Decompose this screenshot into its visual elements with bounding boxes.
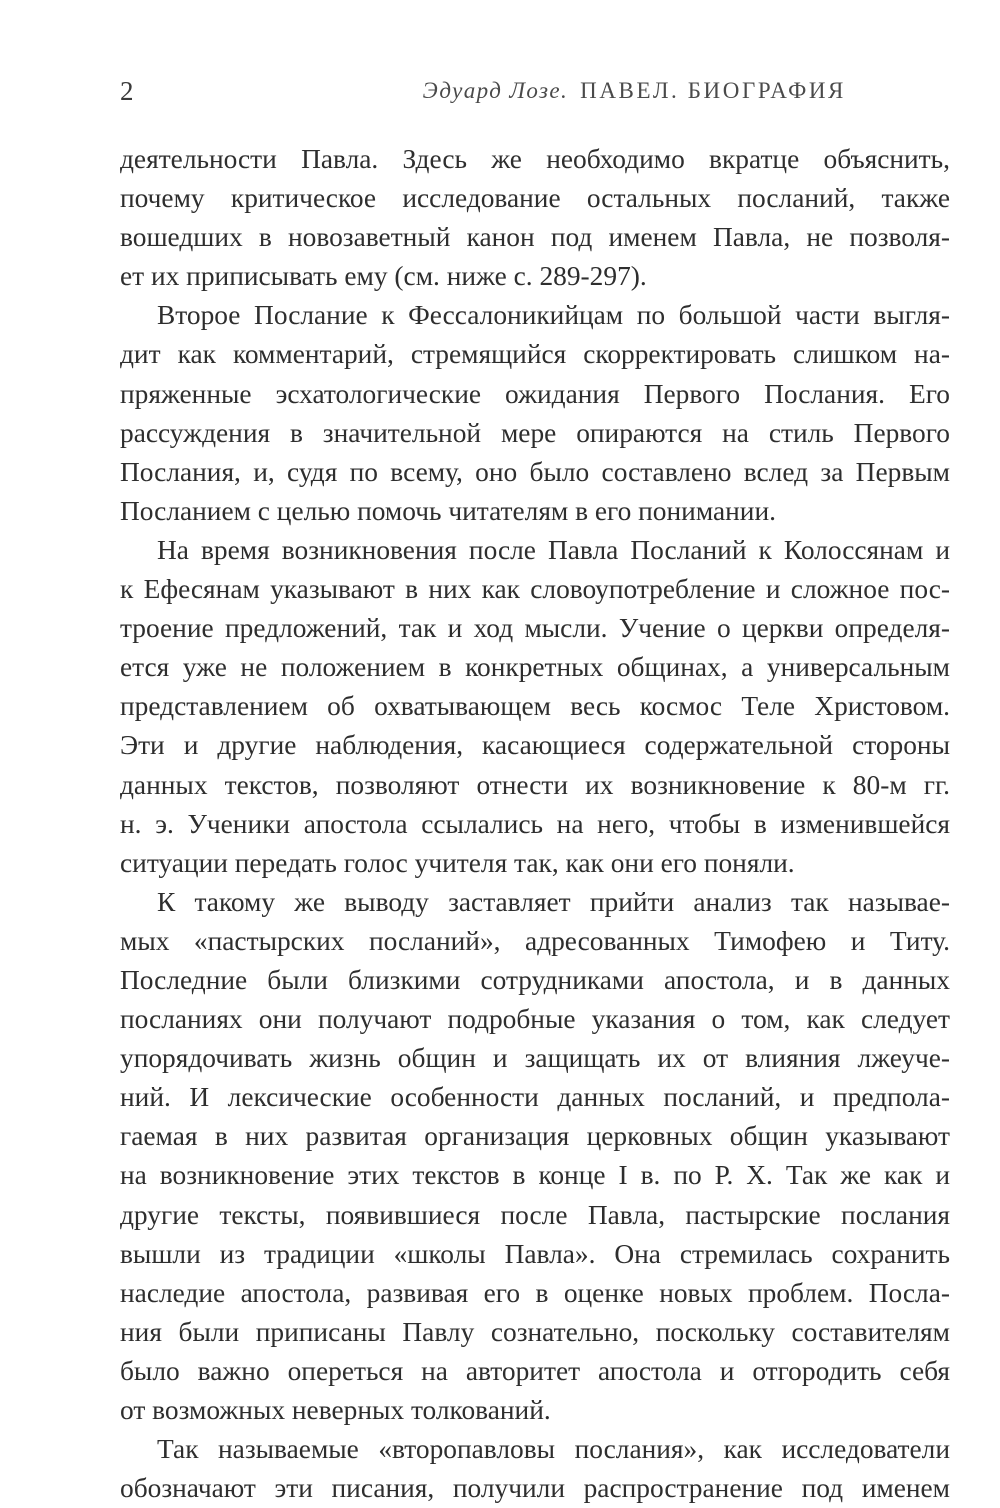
text-line: дит как комментарий, стремящийся скорректировать слишком на- (120, 339, 950, 370)
running-title (423, 74, 846, 108)
text-line: почему критическое исследование остальных посланий, также (120, 183, 950, 214)
paragraph (120, 883, 950, 1430)
text-line: Так называемые «второпавловы послания», как исследователи (157, 1434, 950, 1465)
body-text (120, 140, 950, 1508)
page-number: 2 (120, 76, 134, 106)
paragraph (120, 296, 950, 531)
text-line: ется уже не положением в конкретных общинах, а универсальным (120, 652, 950, 683)
paragraph (120, 1430, 950, 1508)
text-line: упорядочивать жизнь общин и защищать их от влияния лжеуче- (120, 1043, 950, 1074)
text-line: н. э. Ученики апостола ссылались на него, чтобы в изменившейся (120, 808, 950, 839)
text-line: Второе Послание к Фессалоникийцам по большой части выгля- (157, 300, 950, 331)
paragraph (120, 140, 950, 296)
text-line: ния были приписаны Павлу сознательно, поскольку составителям (120, 1316, 950, 1347)
text-line: ситуации передать голос учителя так, как они его поняли. (120, 847, 795, 878)
text-line: мых «пастырских посланий», адресованных Тимофею и Титу. (120, 925, 950, 956)
text-line: На время возникновения после Павла Посланий к Колоссянам и (157, 534, 950, 565)
text-line: от возможных неверных толкований. (120, 1395, 551, 1425)
running-header (120, 74, 950, 108)
text-line: К такому же выводу заставляет прийти анализ так называе- (157, 886, 950, 917)
paragraph (120, 531, 950, 883)
text-line: Последние были близкими сотрудниками апостола, и в данных (120, 964, 950, 995)
text-line: вошедших в новозаветный канон под именем Павла, не позволя- (120, 222, 950, 253)
text-line: представлением об охватывающем весь космос Теле Христовом. (120, 691, 950, 722)
text-line: рассуждения в значительной мере опираются на стиль Первого (120, 417, 950, 448)
text-line: было важно опереться на авторитет апостола и отгородить себя (120, 1355, 950, 1386)
text-line: обозначают эти писания, получили распространение под именем (120, 1473, 950, 1504)
text-line: наследие апостола, развивая его в оценке новых проблем. Посла- (120, 1277, 950, 1308)
text-line: Послания, и, судя по всему, оно было составлено вслед за Первым (120, 456, 950, 487)
text-line: Посланием с целью помочь читателям в его понимании. (120, 495, 776, 526)
text-line: ет их приписывать ему (см. ниже с. 289-297). (120, 261, 647, 292)
text-line: вышли из традиции «школы Павла». Она стремилась сохранить (120, 1238, 950, 1269)
text-line: пряженные эсхатологические ожидания Первого Послания. Его (120, 378, 950, 409)
text-line: другие тексты, появившиеся после Павла, пастырские послания (120, 1199, 950, 1230)
text-line: ний. И лексические особенности данных посланий, и предпола- (120, 1082, 950, 1113)
text-line: к Ефесянам указывают в них как словоупотребление и сложное пос- (120, 574, 950, 605)
text-line: на возникновение этих текстов в конце I в. по Р. Х. Так же как и (120, 1160, 950, 1191)
text-line: посланиях они получают подробные указания о том, как следует (120, 1004, 950, 1035)
author-name: Эдуард Лозе. (422, 78, 569, 103)
text-line: гаемая в них развитая организация церковных общин указывают (120, 1121, 950, 1152)
text-line: Эти и другие наблюдения, касающиеся содержательной стороны (120, 730, 950, 761)
text-line: троение предложений, так и ход мысли. Учение о церкви определя- (120, 613, 950, 644)
text-line: деятельности Павла. Здесь же необходимо вкратце объяснить, (120, 144, 950, 174)
text-line: данных текстов, позволяют отнести их возникновение к 80-м гг. (120, 769, 950, 800)
book-title: ПАВЕЛ. БИОГРАФИЯ (580, 78, 846, 103)
